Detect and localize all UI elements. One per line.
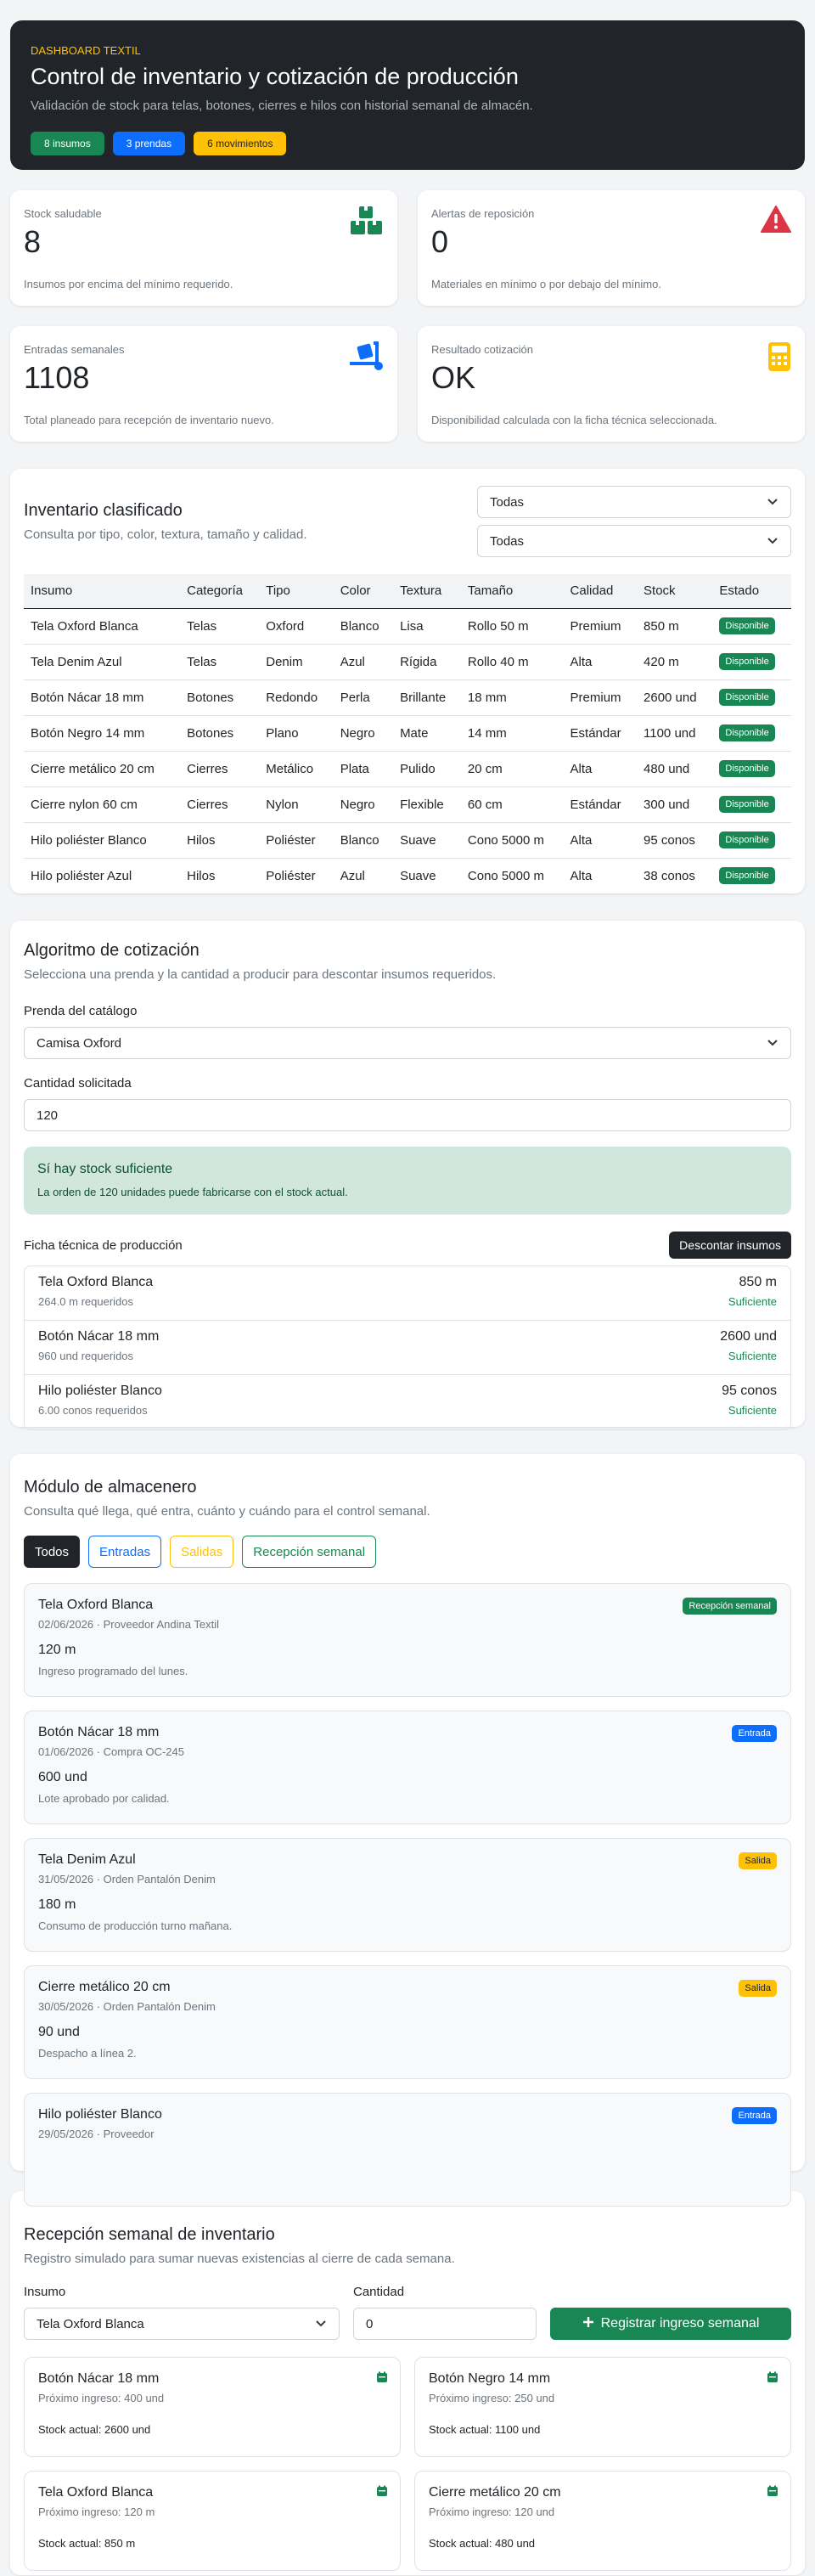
insumo-label: Insumo xyxy=(24,2285,66,2299)
table-cell: Premium xyxy=(564,608,637,644)
table-cell: Nylon xyxy=(259,786,333,822)
reception-card xyxy=(414,2471,791,2571)
table-cell: 60 cm xyxy=(461,786,564,822)
reception-card-next: Próximo ingreso: 120 m xyxy=(38,2506,155,2518)
garment-label: Prenda del catálogo xyxy=(24,1004,138,1018)
item-name: Hilo poliéster Blanco xyxy=(38,1384,162,1398)
tech-sheet-list xyxy=(24,1265,791,1430)
insumo-value: Tela Oxford Blanca xyxy=(37,2316,144,2331)
item-name: Tela Oxford Blanca xyxy=(38,1275,154,1289)
column-header: Textura xyxy=(393,574,461,608)
movement-meta: 31/05/2026 · Orden Pantalón Denim xyxy=(38,1873,216,1885)
stat-desc: Total planeado para recepción de inventario nuevo. xyxy=(24,414,274,426)
calendar-icon xyxy=(767,2371,778,2386)
reception-card-next: Próximo ingreso: 120 und xyxy=(429,2506,555,2518)
stat-desc: Insumos por encima del mínimo requerido. xyxy=(24,278,233,290)
reception-qty-input[interactable] xyxy=(353,2308,537,2340)
quantity-label: Cantidad solicitada xyxy=(24,1076,132,1091)
table-row[interactable] xyxy=(24,822,791,858)
stat-label: Alertas de reposición xyxy=(431,207,535,220)
stats-grid xyxy=(10,190,805,442)
stat-card-alertas xyxy=(418,190,805,306)
reception-card xyxy=(24,2357,401,2457)
movement-meta: 02/06/2026 · Proveedor Andina Textil xyxy=(38,1618,219,1631)
table-cell: 20 cm xyxy=(461,751,564,786)
table-cell: Hilos xyxy=(180,822,259,858)
tech-sheet-right xyxy=(722,1384,777,1421)
table-cell: Lisa xyxy=(393,608,461,644)
table-cell: 420 m xyxy=(637,644,712,679)
reception-card xyxy=(24,2471,401,2571)
table-cell: Poliéster xyxy=(259,822,333,858)
table-row[interactable] xyxy=(24,715,791,751)
table-cell: Estándar xyxy=(564,786,637,822)
table-cell: 2600 und xyxy=(637,679,712,715)
register-button[interactable] xyxy=(550,2308,791,2340)
movement-meta: 30/05/2026 · Orden Pantalón Denim xyxy=(38,2000,216,2013)
table-row[interactable] xyxy=(24,751,791,786)
item-required: 6.00 conos requeridos xyxy=(38,1404,148,1417)
table-cell: Mate xyxy=(393,715,461,751)
pill-prendas: 3 prendas xyxy=(113,132,185,155)
pill-insumos: 8 insumos xyxy=(31,132,104,155)
reception-card-name: Botón Negro 14 mm xyxy=(429,2371,551,2386)
table-cell: Suave xyxy=(393,858,461,893)
reception-card-next: Próximo ingreso: 250 und xyxy=(429,2392,555,2404)
movement-qty: 600 und xyxy=(38,1770,87,1784)
table-cell: Azul xyxy=(334,858,393,893)
dolly-icon xyxy=(348,341,384,375)
chevron-down-icon xyxy=(767,1036,778,1051)
movement-note: Consumo de producción turno mañana. xyxy=(38,1919,233,1932)
movement-card xyxy=(24,1838,791,1952)
table-cell: Oxford xyxy=(259,608,333,644)
movement-badge: Salida xyxy=(739,1980,777,1997)
table-cell: Poliéster xyxy=(259,858,333,893)
table-header-row xyxy=(24,574,791,608)
stock-alert xyxy=(24,1147,791,1215)
warehouse-subtitle: Consulta qué llega, qué entra, cuánto y cuándo para el control semanal. xyxy=(24,1504,430,1519)
column-header: Categoría xyxy=(180,574,259,608)
table-cell: Tela Denim Azul xyxy=(24,644,180,679)
column-header: Insumo xyxy=(24,574,180,608)
table-cell xyxy=(712,644,791,679)
warning-icon xyxy=(761,206,791,235)
stat-label: Resultado cotización xyxy=(431,343,533,356)
tab-todos[interactable]: Todos xyxy=(24,1536,80,1568)
stat-card-stock xyxy=(10,190,397,306)
table-cell: Redondo xyxy=(259,679,333,715)
tech-sheet-item xyxy=(25,1375,790,1429)
table-cell xyxy=(712,679,791,715)
table-cell: Alta xyxy=(564,751,637,786)
stat-value: 0 xyxy=(431,224,449,259)
movement-card xyxy=(24,1711,791,1824)
table-cell: Cierre nylon 60 cm xyxy=(24,786,180,822)
table-cell: Hilos xyxy=(180,858,259,893)
table-cell: Rollo 50 m xyxy=(461,608,564,644)
movement-name: Tela Oxford Blanca xyxy=(38,1598,154,1612)
table-cell: Perla xyxy=(334,679,393,715)
reception-subtitle: Registro simulado para sumar nuevas existencias al cierre de cada semana. xyxy=(24,2252,455,2266)
stat-desc: Disponibilidad calculada con la ficha técnica seleccionada. xyxy=(431,414,717,426)
status-badge: Disponible xyxy=(719,867,774,884)
movement-note: Despacho a línea 2. xyxy=(38,2047,137,2060)
chevron-down-icon xyxy=(767,495,778,510)
reception-card-next: Próximo ingreso: 400 und xyxy=(38,2392,165,2404)
movement-name: Cierre metálico 20 cm xyxy=(38,1980,171,1994)
stat-card-entradas xyxy=(10,326,397,442)
reception-section xyxy=(10,2191,805,2575)
filter-category-value: Todas xyxy=(490,494,525,510)
status-badge: Disponible xyxy=(719,653,774,670)
register-button-label: Registrar ingreso semanal xyxy=(600,2316,760,2331)
stat-desc: Materiales en mínimo o por debajo del mínimo. xyxy=(431,278,661,290)
table-cell xyxy=(712,858,791,893)
table-cell xyxy=(712,751,791,786)
status-badge: Disponible xyxy=(719,760,774,777)
table-cell: 18 mm xyxy=(461,679,564,715)
column-header: Color xyxy=(334,574,393,608)
column-header: Stock xyxy=(637,574,712,608)
table-cell: Botón Nácar 18 mm xyxy=(24,679,180,715)
table-cell xyxy=(712,608,791,644)
inventory-section xyxy=(10,469,805,893)
tech-sheet-left xyxy=(38,1275,153,1311)
table-cell: Brillante xyxy=(393,679,461,715)
table-cell xyxy=(712,715,791,751)
item-name: Botón Nácar 18 mm xyxy=(38,1329,160,1344)
item-status: Suficiente xyxy=(728,1350,777,1362)
hero-eyebrow: DASHBOARD TEXTIL xyxy=(31,44,141,57)
hero-subtitle: Validación de stock para telas, botones, cierres e hilos con historial semanal de almacén. xyxy=(31,99,533,113)
tech-sheet-left xyxy=(38,1329,159,1366)
movement-qty: 90 und xyxy=(38,2025,80,2039)
tab-entradas[interactable]: Entradas xyxy=(88,1536,161,1568)
status-badge: Disponible xyxy=(719,724,774,741)
table-cell: Denim xyxy=(259,644,333,679)
tab-salidas[interactable]: Salidas xyxy=(170,1536,233,1568)
quantity-input[interactable] xyxy=(24,1099,791,1131)
reception-card-stock: Stock actual: 1100 und xyxy=(429,2423,541,2436)
tech-sheet-right xyxy=(720,1329,777,1366)
sheet-label: Ficha técnica de producción xyxy=(24,1237,183,1253)
reception-card-name: Cierre metálico 20 cm xyxy=(429,2485,561,2500)
table-cell xyxy=(712,786,791,822)
table-cell: Alta xyxy=(564,822,637,858)
tech-sheet-item xyxy=(25,1321,790,1375)
inventory-title: Inventario clasificado xyxy=(24,501,183,520)
movement-name: Tela Denim Azul xyxy=(38,1852,136,1867)
table-cell: Negro xyxy=(334,715,393,751)
table-cell: Rollo 40 m xyxy=(461,644,564,679)
movement-note: Lote aprobado por calidad. xyxy=(38,1792,170,1805)
table-cell: Telas xyxy=(180,608,259,644)
item-stock: 2600 und xyxy=(720,1329,777,1344)
table-cell: 480 und xyxy=(637,751,712,786)
table-cell: 95 conos xyxy=(637,822,712,858)
table-row[interactable] xyxy=(24,679,791,715)
table-cell: Cierres xyxy=(180,751,259,786)
reception-title: Recepción semanal de inventario xyxy=(24,2225,275,2244)
table-cell: Flexible xyxy=(393,786,461,822)
calendar-icon xyxy=(376,2485,388,2500)
movement-badge: Entrada xyxy=(732,1725,777,1742)
table-row[interactable] xyxy=(24,644,791,679)
table-cell: Blanco xyxy=(334,608,393,644)
table-cell: Suave xyxy=(393,822,461,858)
movement-name: Botón Nácar 18 mm xyxy=(38,1725,160,1739)
table-cell: 38 conos xyxy=(637,858,712,893)
movements-list[interactable] xyxy=(24,1583,791,2140)
item-status: Suficiente xyxy=(728,1404,777,1417)
filter-quality-value: Todas xyxy=(490,533,525,549)
quote-subtitle: Selecciona una prenda y la cantidad a producir para descontar insumos requeridos. xyxy=(24,967,497,982)
warehouse-section xyxy=(10,1454,805,2171)
table-cell: 1100 und xyxy=(637,715,712,751)
garment-value: Camisa Oxford xyxy=(37,1035,122,1051)
reception-qty-label: Cantidad xyxy=(353,2285,405,2299)
table-cell: Cierres xyxy=(180,786,259,822)
status-badge: Disponible xyxy=(719,796,774,813)
item-required: 264.0 m requeridos xyxy=(38,1295,134,1308)
table-row[interactable] xyxy=(24,786,791,822)
movement-card xyxy=(24,1583,791,1697)
movement-meta: 29/05/2026 · Proveedor xyxy=(38,2128,155,2140)
stat-label: Entradas semanales xyxy=(24,343,125,356)
quantity-value: 120 xyxy=(37,1108,59,1123)
discount-button[interactable]: Descontar insumos xyxy=(669,1232,791,1259)
table-cell: Hilo poliéster Azul xyxy=(24,858,180,893)
table-cell: Rígida xyxy=(393,644,461,679)
table-cell: Telas xyxy=(180,644,259,679)
calendar-icon xyxy=(376,2371,388,2386)
table-cell: 14 mm xyxy=(461,715,564,751)
plus-icon xyxy=(582,2316,594,2332)
table-cell: Hilo poliéster Blanco xyxy=(24,822,180,858)
table-cell: Plata xyxy=(334,751,393,786)
stat-card-cotizacion xyxy=(418,326,805,442)
reception-cards-grid xyxy=(24,2357,791,2571)
quote-section xyxy=(10,921,805,1427)
quote-title: Algoritmo de cotización xyxy=(24,941,200,960)
table-cell: Plano xyxy=(259,715,333,751)
column-header: Estado xyxy=(712,574,791,608)
movement-qty: 120 m xyxy=(38,1643,76,1657)
movement-meta: 01/06/2026 · Compra OC-245 xyxy=(38,1745,184,1758)
insumo-select[interactable] xyxy=(24,2308,340,2340)
hero-banner xyxy=(10,20,805,170)
warehouse-title: Módulo de almacenero xyxy=(24,1478,197,1497)
table-row[interactable] xyxy=(24,858,791,893)
table-cell: Tela Oxford Blanca xyxy=(24,608,180,644)
calculator-icon xyxy=(767,341,791,375)
table-cell: Azul xyxy=(334,644,393,679)
table-cell: 850 m xyxy=(637,608,712,644)
table-cell: 300 und xyxy=(637,786,712,822)
page-title: Control de inventario y cotización de producción xyxy=(31,64,519,89)
filter-category-select[interactable] xyxy=(477,486,791,518)
item-stock: 95 conos xyxy=(722,1384,777,1398)
table-cell: Estándar xyxy=(564,715,637,751)
table-row[interactable] xyxy=(24,608,791,644)
movement-name: Hilo poliéster Blanco xyxy=(38,2107,162,2122)
tab-recepcion-semanal[interactable]: Recepción semanal xyxy=(242,1536,376,1568)
item-status: Suficiente xyxy=(728,1295,777,1308)
stat-label: Stock saludable xyxy=(24,207,102,220)
movement-badge: Entrada xyxy=(732,2107,777,2124)
item-required: 960 und requeridos xyxy=(38,1350,134,1362)
stat-value: 8 xyxy=(24,224,42,259)
column-header: Calidad xyxy=(564,574,637,608)
status-badge: Disponible xyxy=(719,617,774,634)
table-cell: Blanco xyxy=(334,822,393,858)
reception-qty-value: 0 xyxy=(366,2316,374,2331)
reception-card-stock: Stock actual: 850 m xyxy=(38,2537,136,2550)
tech-sheet-item xyxy=(25,1266,790,1321)
movement-badge: Salida xyxy=(739,1852,777,1869)
column-header: Tipo xyxy=(259,574,333,608)
inventory-table xyxy=(24,574,791,894)
alert-title: Sí hay stock suficiente xyxy=(37,1162,173,1176)
table-cell: Botones xyxy=(180,715,259,751)
reception-card-name: Botón Nácar 18 mm xyxy=(38,2371,160,2386)
status-badge: Disponible xyxy=(719,689,774,706)
reception-card xyxy=(414,2357,791,2457)
table-cell: Cono 5000 m xyxy=(461,858,564,893)
reception-card-stock: Stock actual: 480 und xyxy=(429,2537,536,2550)
table-cell: Alta xyxy=(564,644,637,679)
table-cell: Botón Negro 14 mm xyxy=(24,715,180,751)
calendar-icon xyxy=(767,2485,778,2500)
stat-value: 1108 xyxy=(24,360,90,395)
table-cell: Cierre metálico 20 cm xyxy=(24,751,180,786)
movement-badge: Recepción semanal xyxy=(683,1598,777,1615)
table-cell: Alta xyxy=(564,858,637,893)
garment-select[interactable] xyxy=(24,1027,791,1059)
pill-movimientos: 6 movimientos xyxy=(194,132,286,155)
hero-pills xyxy=(31,132,784,155)
movement-card xyxy=(24,2093,791,2207)
inventory-subtitle: Consulta por tipo, color, textura, tamaño y calidad. xyxy=(24,527,307,542)
movement-note: Ingreso programado del lunes. xyxy=(38,1665,188,1677)
chevron-down-icon xyxy=(315,2317,327,2331)
movement-qty: 180 m xyxy=(38,1897,76,1912)
table-cell: Cono 5000 m xyxy=(461,822,564,858)
reception-card-stock: Stock actual: 2600 und xyxy=(38,2423,151,2436)
filter-quality-select[interactable] xyxy=(477,525,791,557)
column-header: Tamaño xyxy=(461,574,564,608)
table-cell xyxy=(712,822,791,858)
chevron-down-icon xyxy=(767,534,778,549)
stat-value: OK xyxy=(431,360,476,395)
table-cell: Pulido xyxy=(393,751,461,786)
table-cell: Botones xyxy=(180,679,259,715)
status-badge: Disponible xyxy=(719,831,774,848)
item-stock: 850 m xyxy=(739,1275,777,1289)
boxes-icon xyxy=(350,206,384,239)
table-cell: Premium xyxy=(564,679,637,715)
tech-sheet-left xyxy=(38,1384,162,1421)
table-cell: Metálico xyxy=(259,751,333,786)
reception-card-name: Tela Oxford Blanca xyxy=(38,2485,154,2500)
movement-card xyxy=(24,1965,791,2079)
warehouse-tabs xyxy=(24,1536,791,1568)
tech-sheet-right xyxy=(728,1275,777,1311)
alert-desc: La orden de 120 unidades puede fabricarse con el stock actual. xyxy=(37,1186,348,1198)
table-cell: Negro xyxy=(334,786,393,822)
